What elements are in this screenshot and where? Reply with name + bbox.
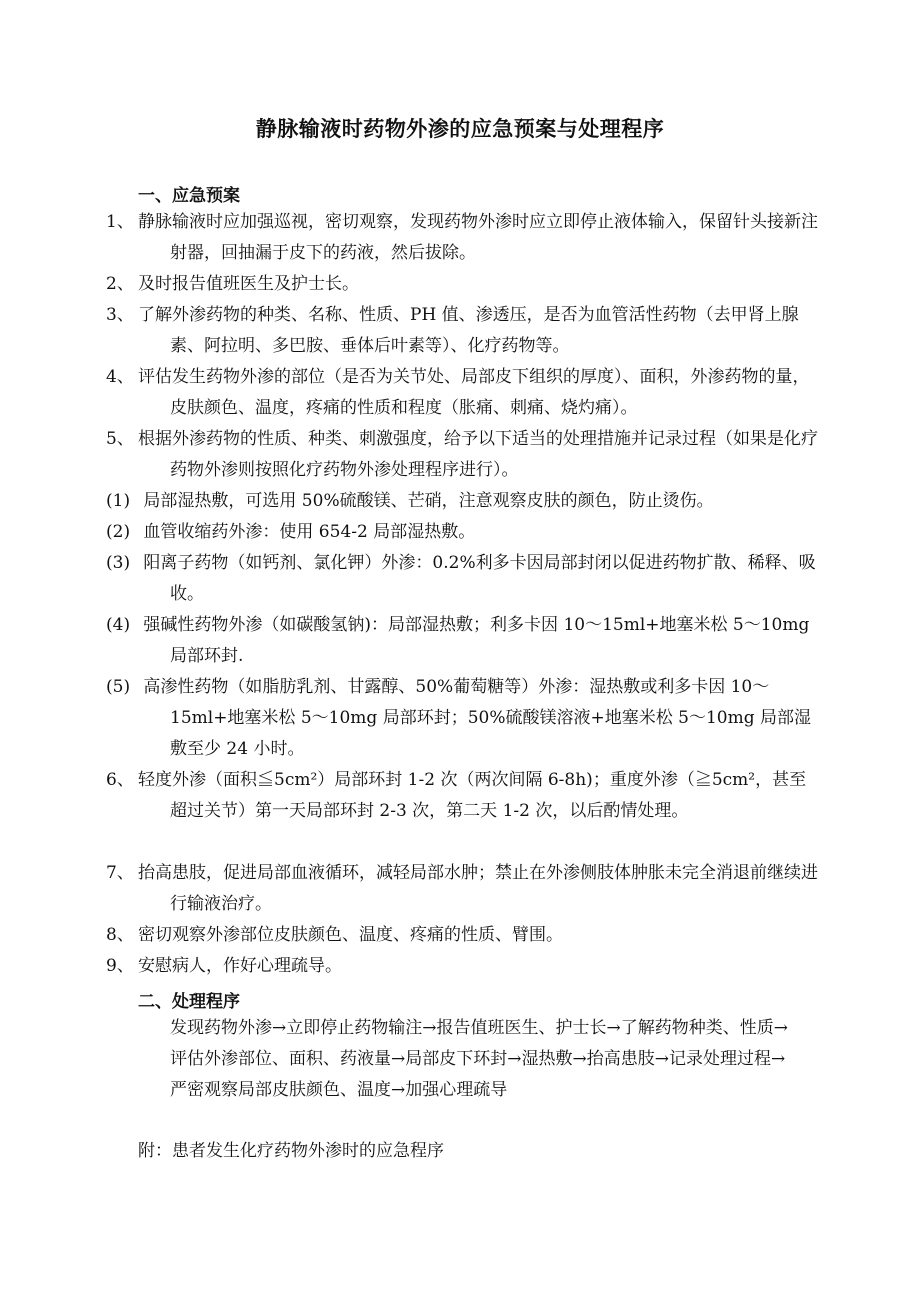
list-subitem-5: (5) 高渗性药物（如脂肪乳剂、甘露醇、50%葡萄糖等）外渗：湿热敷或利多卡因 10～15ml+地塞米松 5～10mg 局部环封；50%硫酸镁溶液+地塞米松 5～10mg 局部湿敷至少 24 小时。 [106, 677, 811, 759]
list-item-7: 7、 抬高患肢，促进局部血液循环，减轻局部水肿；禁止在外渗侧肢体肿胀未完全消退前继续进行输液治疗。 [106, 863, 818, 914]
list-item-2: 2、 及时报告值班医生及护士长。 [106, 274, 359, 294]
list-subitem-4: (4) 强碱性药物外渗（如碳酸氢钠)：局部湿热敷；利多卡因 10～15ml+地塞米松 5～10mg 局部环封. [106, 615, 810, 666]
procedure-flow: 发现药物外渗→立即停止药物输注→报告值班医生、护士长→了解药物种类、性质→评估外渗部位、面积、药液量→局部皮下环封→湿热敷→抬高患肢→记录处理过程→严密观察局部皮肤颜色、温度→加强心理疏导 [170, 1018, 788, 1100]
list-subitem-3: (3) 阳离子药物（如钙剂、氯化钾）外渗：0.2%利多卡因局部封闭以促进药物扩散、稀释、吸收。 [106, 553, 816, 604]
document-title: 静脉输液时药物外渗的应急预案与处理程序 [255, 116, 665, 141]
list-item-6: 6、 轻度外渗（面积≦5cm²）局部环封 1-2 次（两次间隔 6-8h)；重度外渗（≧5cm²，甚至超过关节）第一天局部环封 2-3 次，第二天 1-2 次，以后酌情处理。 [106, 770, 807, 821]
section-heading-procedure: 二、处理程序 [138, 992, 240, 1012]
list-item-3: 3、 了解外渗药物的种类、名称、性质、PH 值、渗透压，是否为血管活性药物（去甲肾上腺素、阿拉明、多巴胺、垂体后叶素等）、化疗药物等。 [106, 305, 799, 356]
list-subitem-2: (2) 血管收缩药外渗：使用 654-2 局部湿热敷。 [106, 522, 476, 542]
list-item-8: 8、 密切观察外渗部位皮肤颜色、温度、疼痛的性质、臂围。 [106, 925, 563, 945]
list-item-5: 5、 根据外渗药物的性质、种类、刺激强度，给予以下适当的处理措施并记录过程（如果是化疗药物外渗则按照化疗药物外渗处理程序进行）。 [106, 429, 818, 480]
section-heading-emergency-plan: 一、应急预案 [138, 186, 240, 206]
list-item-1: 1、 静脉输液时应加强巡视，密切观察，发现药物外渗时应立即停止液体输入，保留针头接新注射器，回抽漏于皮下的药液，然后拔除。 [106, 212, 818, 263]
list-item-4: 4、 评估发生药物外渗的部位（是否为关节处、局部皮下组织的厚度）、面积，外渗药物的量，皮肤颜色、温度，疼痛的性质和程度（胀痛、刺痛、烧灼痛）。 [106, 367, 810, 418]
appendix-note: 附：患者发生化疗药物外渗时的应急程序 [138, 1141, 444, 1161]
list-subitem-1: (1) 局部湿热敷，可选用 50%硫酸镁、芒硝，注意观察皮肤的颜色，防止烫伤。 [106, 491, 714, 511]
list-item-9: 9、 安慰病人，作好心理疏导。 [106, 956, 342, 976]
